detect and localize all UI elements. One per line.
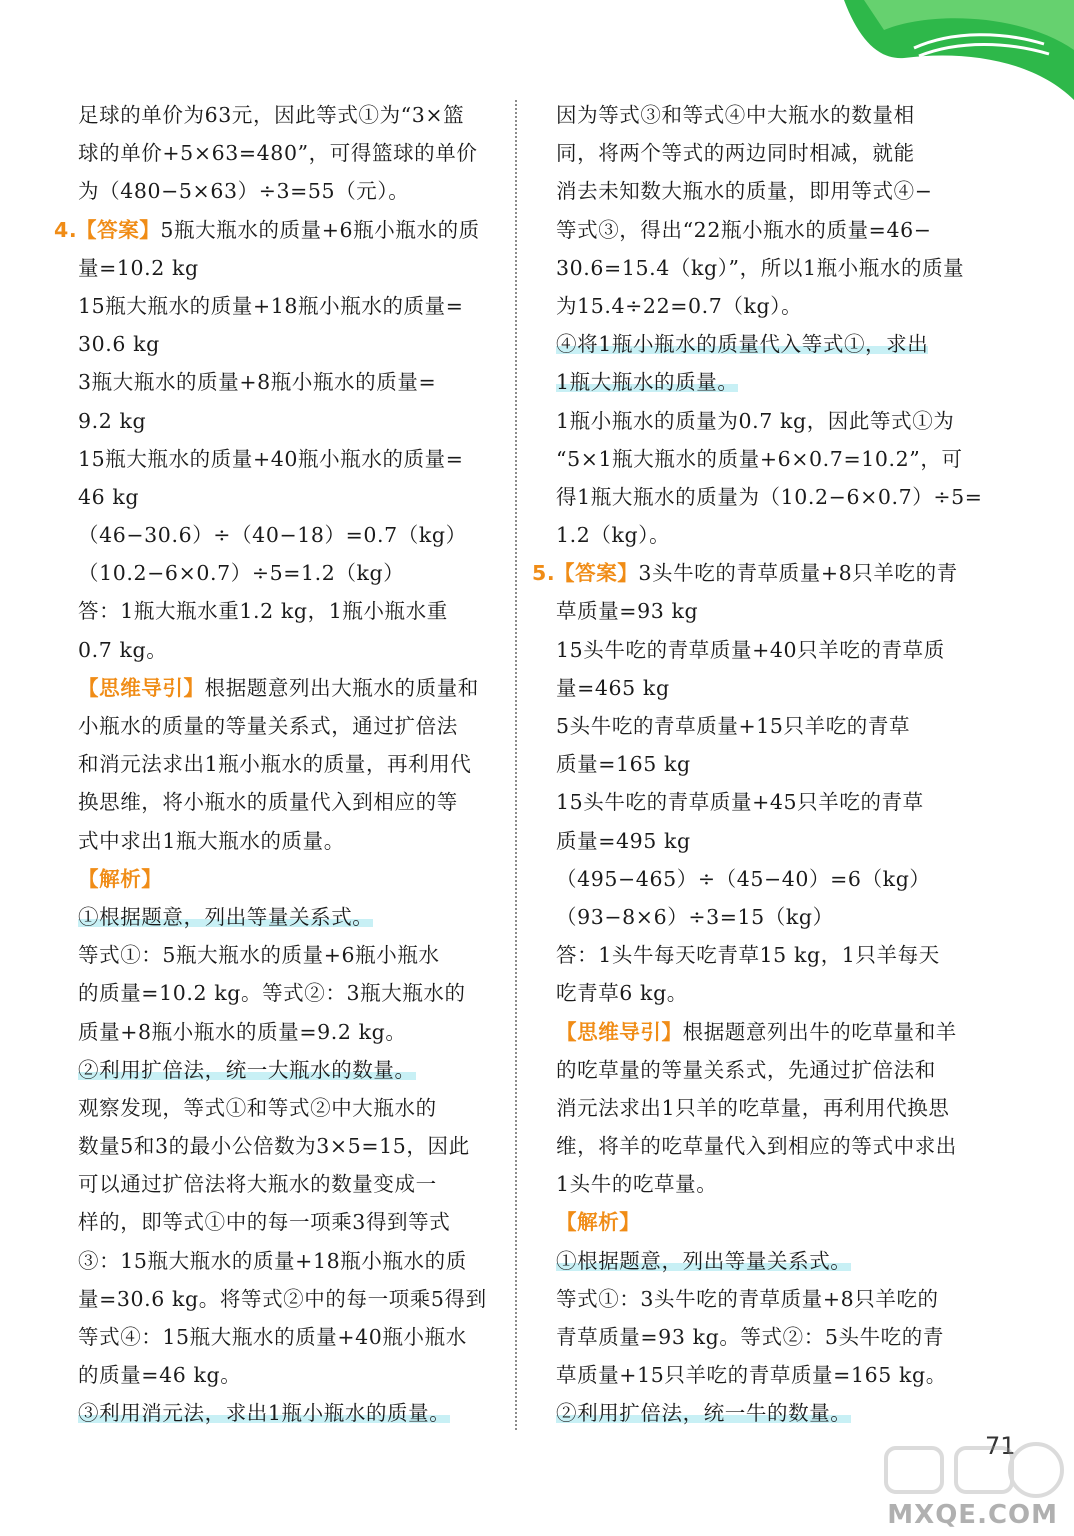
text-line (556, 1394, 974, 1432)
text-line (556, 1318, 974, 1356)
line-text: 1头牛的吃草量。 (556, 1172, 718, 1197)
text-line (78, 478, 496, 516)
text-line (78, 1242, 496, 1280)
line-text: 15瓶大瓶水的质量+18瓶小瓶水的质量= (78, 293, 464, 318)
text-line (78, 860, 496, 898)
page-number: 71 (985, 1432, 1016, 1460)
line-text: 答：1头牛每天吃青草15 kg，1只羊每天 (556, 943, 940, 968)
text-line (78, 402, 496, 440)
line-text: 为（480−5×63）÷3=55（元）。 (78, 179, 410, 204)
line-text: 答：1瓶大瓶水重1.2 kg，1瓶小瓶水重 (78, 599, 448, 624)
text-line (78, 1127, 496, 1165)
line-text: 小瓶水的质量的等量关系式，通过扩倍法 (78, 714, 458, 738)
line-text: 可以通过扩倍法将大瓶水的数量变成一 (78, 1172, 437, 1197)
text-line (78, 783, 496, 821)
text-line (556, 402, 974, 440)
text-line (556, 440, 974, 478)
text-line (78, 287, 496, 325)
step-heading: ④将1瓶小瓶水的质量代入等式①，求出 (556, 332, 929, 357)
text-line (78, 172, 496, 210)
line-text: （46−30.6）÷（40−18）=0.7（kg） (78, 523, 467, 548)
question-number: 5. (532, 561, 556, 586)
left-column (54, 96, 496, 1433)
text-line (556, 172, 974, 210)
text-line (78, 1089, 496, 1127)
step-heading: ③利用消元法，求出1瓶小瓶水的质量。 (78, 1401, 451, 1426)
text-line (78, 1203, 496, 1241)
line-text: 为15.4÷22=0.7（kg）。 (556, 293, 803, 318)
line-text: 量=465 kg (556, 675, 670, 700)
text-line (54, 211, 496, 249)
text-line (556, 1051, 974, 1089)
line-text: 同，将两个等式的两边同时相减，就能 (556, 141, 915, 166)
line-text: 1.2（kg）。 (556, 523, 671, 548)
text-line (78, 249, 496, 287)
text-line (556, 478, 983, 516)
line-text: 46 kg (78, 484, 140, 509)
step-heading: ①根据题意，列出等量关系式。 (78, 904, 374, 929)
text-line (556, 1356, 974, 1394)
text-line (556, 822, 974, 860)
text-line (78, 516, 496, 554)
text-line (556, 516, 974, 554)
text-line (556, 1089, 974, 1127)
column-divider (515, 100, 517, 1430)
line-text: （10.2−6×0.7）÷5=1.2（kg） (78, 561, 405, 586)
watermark-site-text: MXQE.COM (887, 1500, 1058, 1530)
text-line (556, 669, 974, 707)
section-tag: 【答案】 (76, 217, 161, 242)
text-line (78, 631, 496, 669)
line-text: 维，将羊的吃草量代入到相应的等式中求出 (556, 1134, 957, 1159)
line-text: 9.2 kg (78, 408, 147, 433)
text-line (78, 707, 496, 745)
line-text: （93−8×6）÷3=15（kg） (556, 904, 834, 929)
line-text: 质量=495 kg (556, 828, 691, 853)
section-tag: 【思维导引】 (556, 1019, 683, 1044)
line-text: 的吃草量的等量关系式，先通过扩倍法和 (556, 1057, 936, 1082)
line-text: 换思维，将小瓶水的质量代入到相应的等 (78, 790, 458, 815)
text-line (556, 898, 974, 936)
line-text: 15瓶大瓶水的质量+40瓶小瓶水的质量= (78, 446, 464, 471)
line-text: 3头牛吃的青草质量+8只羊吃的青 (638, 561, 958, 586)
text-line (556, 249, 974, 287)
text-line (78, 745, 496, 783)
text-line (556, 1242, 974, 1280)
line-text: 等式④：15瓶大瓶水的质量+40瓶小瓶水 (78, 1325, 467, 1349)
text-line (556, 287, 974, 325)
text-line (556, 211, 974, 249)
line-text: 根据题意列出大瓶水的质量和 (204, 675, 479, 700)
text-line (556, 1127, 974, 1165)
text-line (78, 554, 496, 592)
text-line (78, 822, 496, 860)
text-line (556, 1013, 974, 1051)
line-text: 观察发现，等式①和等式②中大瓶水的 (78, 1095, 437, 1120)
line-text: 得1瓶大瓶水的质量为（10.2−6×0.7）÷5= (556, 484, 983, 509)
text-line (78, 134, 496, 172)
text-line (556, 631, 974, 669)
line-text: “5×1瓶大瓶水的质量+6×0.7=10.2”，可 (556, 446, 963, 471)
text-line (78, 936, 496, 974)
line-text: 的质量=10.2 kg。等式②：3瓶大瓶水的 (78, 981, 466, 1006)
line-text: 1瓶小瓶水的质量为0.7 kg，因此等式①为 (556, 408, 955, 433)
right-column (532, 96, 983, 1433)
text-line (78, 325, 496, 363)
line-text: 吃青草6 kg。 (556, 981, 688, 1006)
text-line (556, 1165, 974, 1203)
text-line (78, 898, 496, 936)
text-line (532, 554, 974, 592)
text-line (78, 440, 496, 478)
text-line (78, 1165, 496, 1203)
step-heading: 1瓶大瓶水的质量。 (556, 370, 739, 395)
text-line (556, 1203, 974, 1241)
text-line (78, 974, 496, 1012)
text-line (78, 1051, 496, 1089)
line-text: 30.6 kg (78, 332, 160, 357)
line-text: 样的，即等式①中的每一项乘3得到等式 (78, 1210, 451, 1235)
text-line (556, 363, 974, 401)
text-line (78, 1318, 496, 1356)
text-line (78, 1394, 496, 1432)
line-text: 等式①：5瓶大瓶水的质量+6瓶小瓶水 (78, 943, 440, 968)
line-text: 式中求出1瓶大瓶水的质量。 (78, 828, 345, 853)
line-text: 因为等式③和等式④中大瓶水的数量相 (556, 103, 915, 127)
line-text: 5头牛吃的青草质量+15只羊吃的青草 (556, 714, 911, 738)
line-text: 等式③，得出“22瓶小瓶水的质量=46− (556, 217, 932, 242)
text-line (556, 592, 974, 630)
text-line (78, 669, 496, 707)
text-line (78, 96, 496, 134)
text-line (78, 592, 496, 630)
line-text: 30.6=15.4（kg）”，所以1瓶小瓶水的质量 (556, 255, 965, 280)
text-line (78, 1013, 496, 1051)
line-text: 3瓶大瓶水的质量+8瓶小瓶水的质量= (78, 370, 437, 395)
question-number: 4. (54, 217, 78, 242)
text-line (556, 936, 974, 974)
line-text: 草质量=93 kg (556, 599, 699, 624)
text-line (556, 134, 974, 172)
section-tag: 【解析】 (556, 1210, 641, 1235)
line-text: ③：15瓶大瓶水的质量+18瓶小瓶水的质 (78, 1248, 467, 1273)
section-tag: 【答案】 (554, 561, 639, 586)
text-line (556, 325, 974, 363)
line-text: 青草质量=93 kg。等式②：5头牛吃的青 (556, 1325, 944, 1349)
section-tag: 【解析】 (78, 866, 163, 891)
line-text: 足球的单价为63元，因此等式①为“3×篮 (78, 103, 465, 127)
line-text: 数量5和3的最小公倍数为3×5=15，因此 (78, 1134, 470, 1159)
section-tag: 【思维导引】 (78, 675, 205, 700)
line-text: 质量=165 kg (556, 752, 691, 777)
line-text: 15头牛吃的青草质量+45只羊吃的青草 (556, 790, 924, 815)
line-text: 0.7 kg。 (78, 637, 168, 662)
line-text: 和消元法求出1瓶小瓶水的质量，再利用代 (78, 752, 472, 777)
line-text: 草质量+15只羊吃的青草质量=165 kg。 (556, 1363, 947, 1388)
text-line (78, 363, 496, 401)
text-line (556, 860, 974, 898)
step-heading: ②利用扩倍法，统一牛的数量。 (556, 1401, 852, 1426)
line-text: 消元法求出1只羊的吃草量，再利用代换思 (556, 1095, 950, 1120)
line-text: 量=30.6 kg。将等式②中的每一项乘5得到 (78, 1286, 487, 1311)
line-text: 15头牛吃的青草质量+40只羊吃的青草质 (556, 637, 945, 662)
text-line (78, 1356, 496, 1394)
text-line (556, 974, 974, 1012)
line-text: 消去未知数大瓶水的质量，即用等式④− (556, 179, 933, 204)
step-heading: ①根据题意，列出等量关系式。 (556, 1248, 852, 1273)
line-text: 质量+8瓶小瓶水的质量=9.2 kg。 (78, 1019, 407, 1044)
text-line (556, 707, 974, 745)
line-text: （495−465）÷（45−40）=6（kg） (556, 866, 931, 891)
line-text: 根据题意列出牛的吃草量和羊 (682, 1019, 957, 1044)
line-text: 量=10.2 kg (78, 255, 199, 280)
text-line (556, 1280, 974, 1318)
text-line (556, 783, 974, 821)
line-text: 5瓶大瓶水的质量+6瓶小瓶水的质 (160, 217, 480, 242)
corner-leaf-decoration (844, 0, 1074, 110)
step-heading: ②利用扩倍法，统一大瓶水的数量。 (78, 1057, 416, 1082)
text-line (556, 96, 974, 134)
text-line (556, 745, 974, 783)
line-text: 球的单价+5×63=480”，可得篮球的单价 (78, 141, 478, 166)
line-text: 的质量=46 kg。 (78, 1363, 242, 1388)
line-text: 等式①：3头牛吃的青草质量+8只羊吃的 (556, 1286, 939, 1311)
text-line (78, 1280, 496, 1318)
